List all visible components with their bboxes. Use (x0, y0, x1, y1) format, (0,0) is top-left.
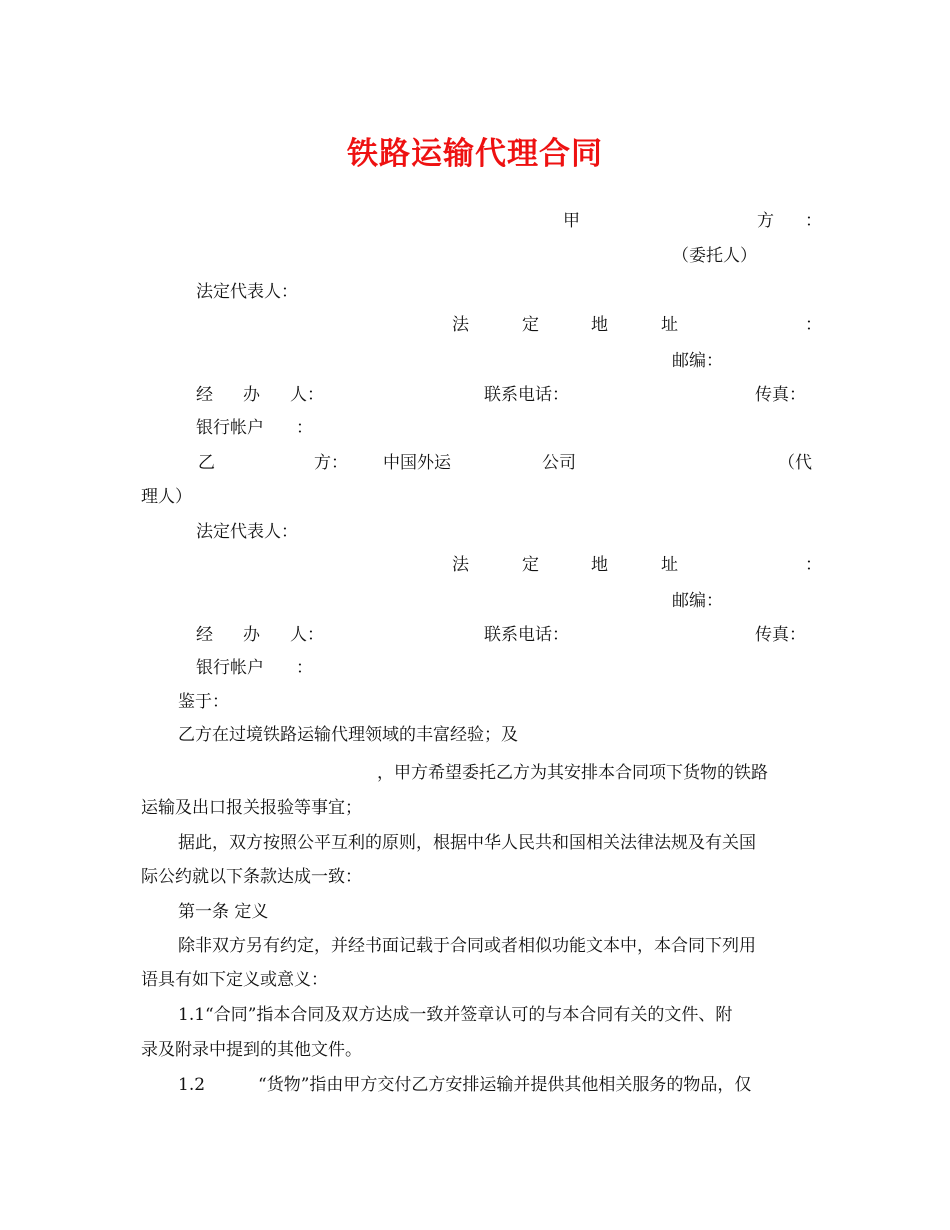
party-a-addr-zhi: 址 (661, 315, 678, 335)
party-a-addr-fa: 法 (452, 315, 469, 335)
party-b-phone: 联系电话： (484, 625, 569, 645)
recital-3-line-1: 据此，双方按照公平互利的原则，根据中华人民共和国相关法律法规及有关国 (178, 833, 756, 853)
party-a-label-fang: 方 (757, 211, 774, 231)
definition-1-2-text: “货物”指由甲方交付乙方安排运输并提供其他相关服务的物品，仅 (258, 1075, 752, 1095)
party-b-addr-fa: 法 (452, 555, 469, 575)
party-a-addr-ding: 定 (522, 315, 539, 335)
party-b-handler-ren: 人： (290, 625, 324, 645)
party-b-label-fang: 方： (314, 453, 348, 473)
party-a-phone: 联系电话： (484, 385, 569, 405)
article-1-intro-line-1: 除非双方另有约定，并经书面记载于合同或者相似功能文本中，本合同下列用 (178, 936, 756, 956)
party-b-handler-jing: 经 (196, 625, 213, 645)
party-a-addr-di: 地 (591, 315, 608, 335)
party-a-bank-colon: ： (296, 418, 313, 438)
recital-1: 乙方在过境铁路运输代理领域的丰富经验；及 (178, 725, 518, 745)
definition-1-2-number: 1.2 (178, 1075, 206, 1095)
recital-3-line-2: 际公约就以下条款达成一致： (141, 867, 362, 887)
party-a-addr-colon: ： (805, 315, 822, 335)
party-b-bank-account: 银行帐户 (196, 658, 264, 678)
recitals-whereas: 鉴于： (178, 692, 229, 712)
document-title: 铁路运输代理合同 (347, 136, 603, 172)
party-a-label-jia: 甲 (563, 211, 580, 231)
definition-1-1-line-1: 1.1“合同”指本合同及双方达成一致并签章认可的与本合同有关的文件、附 (178, 1005, 733, 1025)
party-a-role: （委托人） (672, 246, 757, 266)
party-a-bank-account: 银行帐户 (196, 418, 264, 438)
party-b-role-end: 理人） (141, 487, 192, 507)
party-b-legal-rep: 法定代表人： (196, 522, 298, 542)
party-b-addr-zhi: 址 (661, 555, 678, 575)
article-1-heading: 第一条 定义 (178, 902, 269, 922)
party-b-fax: 传真： (755, 625, 806, 645)
party-b-postcode: 邮编： (672, 591, 723, 611)
party-a-fax: 传真： (755, 385, 806, 405)
party-a-handler-jing: 经 (196, 385, 213, 405)
party-b-company-name: 中国外运 (383, 453, 451, 473)
definition-1-1-line-2: 录及附录中提到的其他文件。 (141, 1040, 362, 1060)
party-b-handler-ban: 办 (243, 625, 260, 645)
party-b-company-suffix: 公司 (542, 453, 576, 473)
party-b-role-start: （代 (778, 453, 812, 473)
party-a-postcode: 邮编： (672, 351, 723, 371)
recital-2-line-2: 运输及出口报关报验等事宜； (141, 798, 362, 818)
party-b-addr-di: 地 (591, 555, 608, 575)
party-b-label-yi: 乙 (198, 453, 215, 473)
party-a-handler-ban: 办 (243, 385, 260, 405)
article-1-intro-line-2: 语具有如下定义或意义： (141, 970, 328, 990)
party-a-handler-ren: 人： (290, 385, 324, 405)
party-a-legal-rep: 法定代表人： (196, 282, 298, 302)
party-b-bank-colon: ： (296, 658, 313, 678)
party-b-addr-colon: ： (805, 555, 822, 575)
party-a-colon: ： (805, 211, 822, 231)
party-b-addr-ding: 定 (522, 555, 539, 575)
recital-2-line-1: ，甲方希望委托乙方为其安排本合同项下货物的铁路 (377, 763, 768, 783)
